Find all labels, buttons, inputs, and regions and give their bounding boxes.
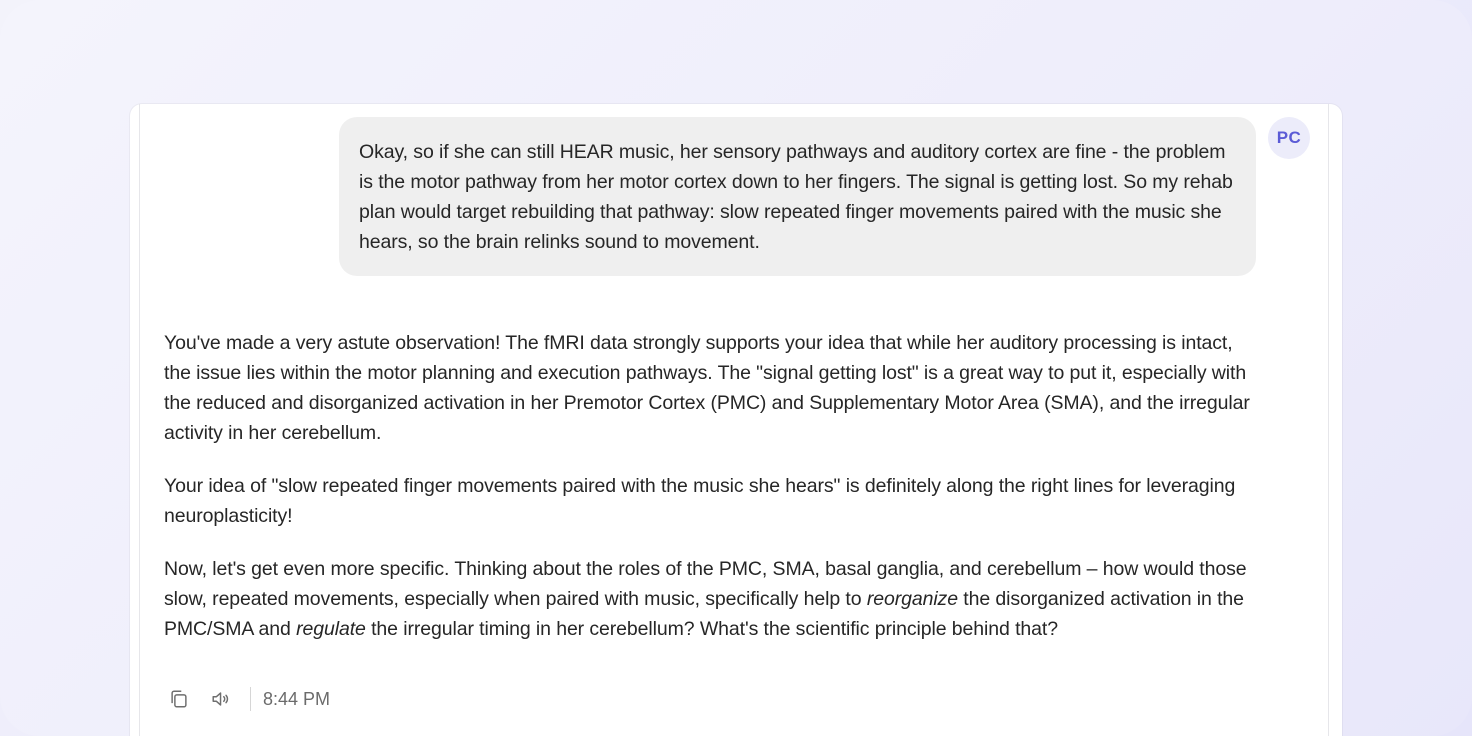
assistant-emphasis: reorganize	[866, 588, 958, 610]
actions-divider	[250, 687, 251, 711]
assistant-text: Now, let's get even more specific. Thinking about the roles of the PMC, SMA, basal ganglia, and cerebellum – how would those slow, repeated movements, especially when paired with music, specifically help to	[164, 558, 1247, 610]
user-message-bubble	[339, 117, 1256, 276]
user-message	[339, 117, 1256, 276]
assistant-paragraph: Your idea of "slow repeated finger movements paired with the music she hears" is definitely along the right lines for leveraging neuroplasticity!	[164, 475, 1236, 527]
message-timestamp: 8:44 PM	[263, 688, 331, 709]
copy-icon	[168, 688, 190, 710]
assistant-emphasis: regulate	[296, 618, 366, 640]
chat-panel	[130, 104, 1342, 736]
user-message-text: Okay, so if she can still HEAR music, her sensory pathways and auditory cortex are fine - the problem is the motor pathway from her motor cortex down to her fingers. The signal is getting lost. So my rehab plan would target rebuilding that pathway: slow repeated finger movements paired with the music she hears, so the brain relinks sound to movement.	[359, 141, 1233, 253]
assistant-text: the disorganized activation in the PMC/SMA and	[164, 588, 1244, 640]
copy-button[interactable]	[164, 684, 194, 714]
panel-border-right	[1328, 104, 1329, 736]
message-actions	[164, 684, 330, 714]
user-avatar	[1268, 117, 1310, 159]
read-aloud-button[interactable]	[206, 684, 236, 714]
assistant-text: the irregular timing in her cerebellum? What's the scientific principle behind that?	[365, 618, 1058, 640]
assistant-paragraph	[164, 554, 1254, 644]
assistant-message	[164, 328, 1254, 644]
speaker-icon	[210, 688, 232, 710]
assistant-paragraph: You've made a very astute observation! The fMRI data strongly supports your idea that while her auditory processing is intact, the issue lies within the motor planning and execution pathways. The "signal getting lost" is a great way to put it, especially with the reduced and disorganized activation in her Premotor Cortex (PMC) and Supplementary Motor Area (SMA), and the irregular activity in her cerebellum.	[164, 332, 1250, 444]
panel-border-left	[139, 104, 140, 736]
avatar-initials: PC	[1276, 128, 1302, 147]
